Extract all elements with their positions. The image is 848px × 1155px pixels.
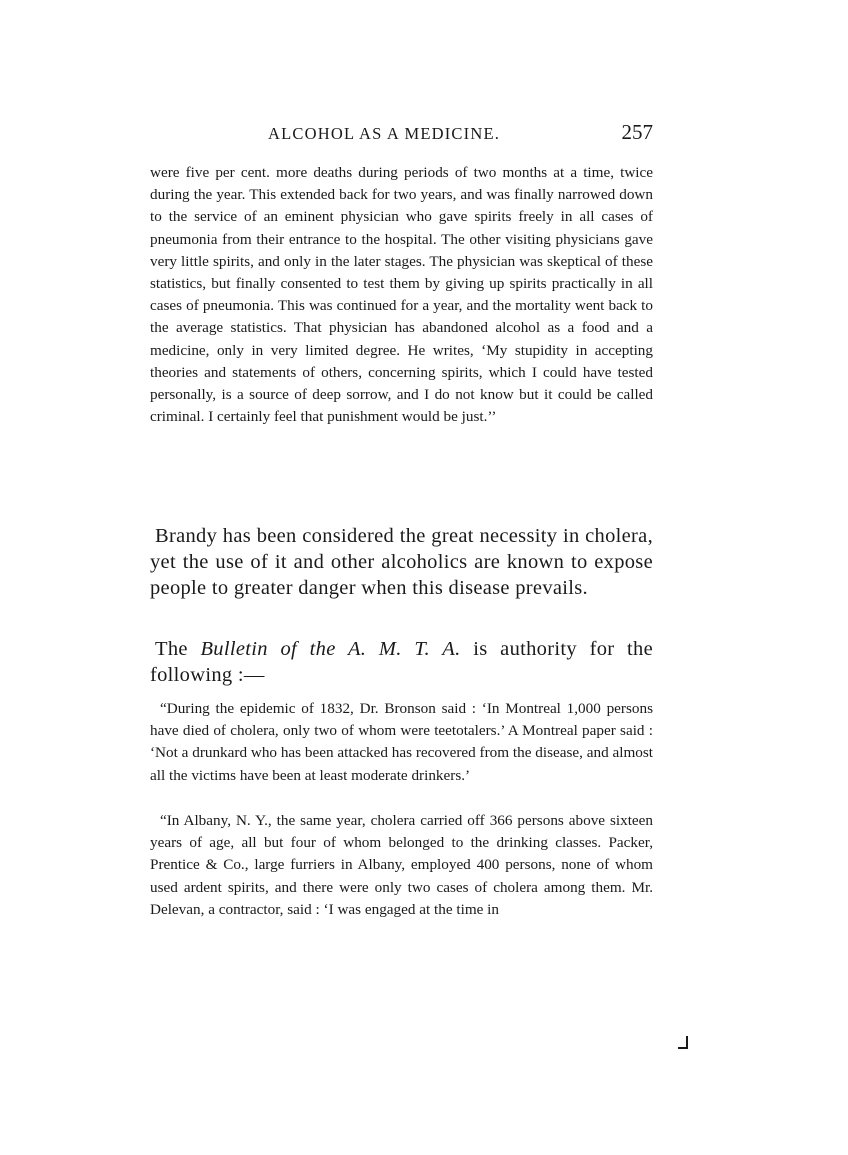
scan-corner-mark-icon [677, 1035, 689, 1049]
bulletin-intro-pre: The [155, 638, 201, 660]
page-number: 257 [621, 120, 653, 144]
paragraph-bulletin-intro [150, 636, 653, 688]
paragraph-montreal-quote: “During the epidemic of 1832, Dr. Bronson said : ‘In Montreal 1,000 persons have died of cholera, only two of whom were teetotalers.’ A Montreal paper said : ‘Not a drunkard who has been attacked has recovered from the disease, and almost all the victims have been at least moderate drinkers.’ [150, 700, 653, 784]
bulletin-title: Bulletin of the A. M. T. A. [200, 638, 461, 660]
paragraph-brandy-cholera: Brandy has been considered the great necessity in cholera, yet the use of it and other alcoholics are known to expose people to greater danger when this disease prevails. [150, 525, 653, 599]
bulletin-intro-post: is authority for the following :— [150, 638, 653, 686]
paragraph-pneumonia-statistics: were five per cent. more deaths during periods of two months at a time, twice during the year. This extended back for two years, and was finally narrowed down to the service of an eminent physician who gave spirits freely in all cases of pneumonia from their entrance to the hospital. The other visiting physicians gave very little spirits, and only in the later stages. The physician was skeptical of these statistics, but finally consented to test them by giving up spirits practically in all cases of pneumonia. This was continued for a year, and the mortality went back to the average statistics. That physician has abandoned alcohol as a food and a medicine, only in very limited degree. He writes, ‘My stupidity in accepting theories and statements of others, concerning spirits, which I could have tested personally, is a source of deep sorrow, and I do not know but it could be called criminal. I certainly feel that punishment would be just.’’ [150, 164, 653, 426]
running-title: ALCOHOL AS A MEDICINE. [268, 124, 501, 143]
paragraph-albany-quote: “In Albany, N. Y., the same year, cholera carried off 366 persons above sixteen years of age, all but four of whom belonged to the drinking classes. Packer, Prentice & Co., large furriers in Albany, employed 400 persons, none of whom used ardent spirits, and there were only two cases of cholera among them. Mr. Delevan, a contractor, said : ‘I was engaged at the time in [150, 812, 653, 918]
page-header [150, 120, 655, 150]
